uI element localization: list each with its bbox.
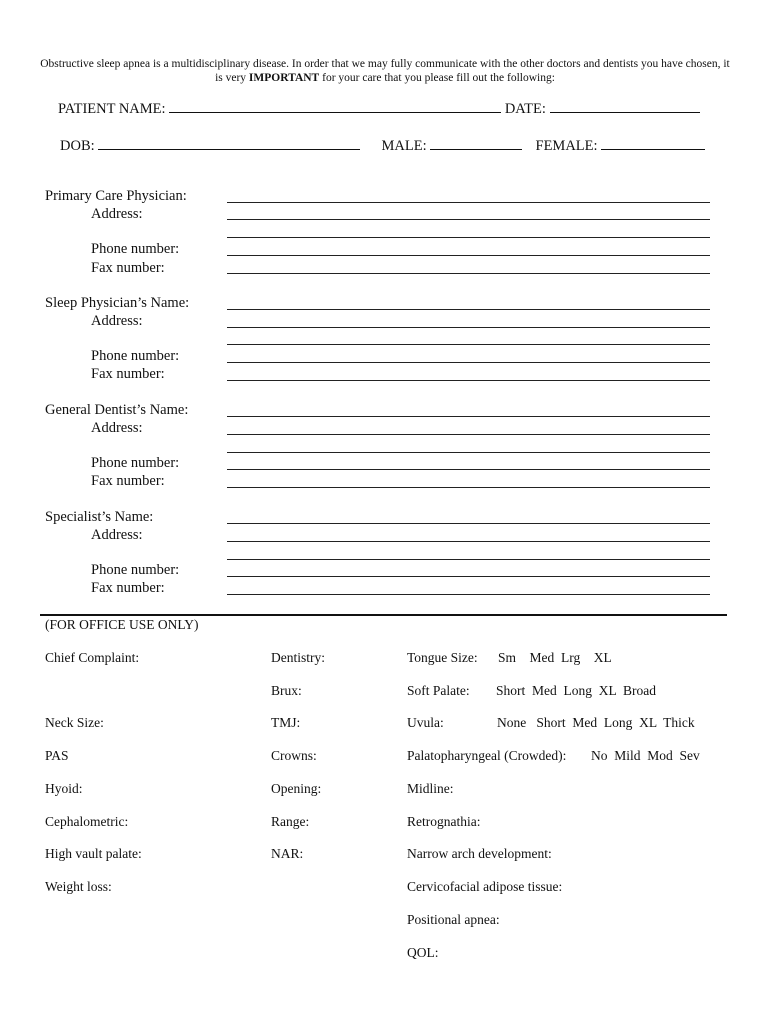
dentistry-label: Dentistry: xyxy=(271,650,325,665)
specialist-title: Specialist’s Name: xyxy=(45,509,154,525)
general-dentist-address-line-2[interactable] xyxy=(227,452,710,453)
primary-care-address-label: Address: xyxy=(91,206,143,222)
general-dentist-fax-label: Fax number: xyxy=(91,473,165,489)
opening-label: Opening: xyxy=(271,781,322,796)
retrognathia-label: Retrognathia: xyxy=(407,814,481,829)
section-divider xyxy=(40,614,727,616)
sleep-physician-fax-line[interactable] xyxy=(227,380,710,381)
specialist-address-line-1[interactable] xyxy=(227,541,710,542)
range-label: Range: xyxy=(271,814,310,829)
primary-care-phone-label: Phone number: xyxy=(91,241,180,257)
primary-care-title: Primary Care Physician: xyxy=(45,188,187,204)
male-field[interactable] xyxy=(430,138,522,150)
intro-text-2: for your care that you please fill out the following: xyxy=(319,72,555,84)
specialist-name-line[interactable] xyxy=(227,523,710,524)
tongue-size-options[interactable]: Sm Med Lrg XL xyxy=(498,650,612,665)
general-dentist-address-label: Address: xyxy=(91,420,143,436)
palatopharyngeal-label: Palatopharyngeal (Crowded): xyxy=(407,748,567,763)
uvula-options[interactable]: None Short Med Long XL Thick xyxy=(497,715,695,730)
sleep-physician-title: Sleep Physician’s Name: xyxy=(45,295,190,311)
sleep-physician-fax-label: Fax number: xyxy=(91,366,165,382)
sleep-physician-name-line[interactable] xyxy=(227,309,710,310)
nar-label: NAR: xyxy=(271,846,304,861)
specialist-address-label: Address: xyxy=(91,527,143,543)
patient-name-label: PATIENT NAME: xyxy=(58,101,166,117)
office-use-heading: (FOR OFFICE USE ONLY) xyxy=(45,617,199,632)
crowns-label: Crowns: xyxy=(271,748,317,763)
hyoid-label: Hyoid: xyxy=(45,781,83,796)
sleep-physician-phone-label: Phone number: xyxy=(91,348,180,364)
primary-care-address-line-2[interactable] xyxy=(227,237,710,238)
primary-care-fax-label: Fax number: xyxy=(91,260,165,276)
female-field[interactable] xyxy=(601,138,705,150)
primary-care-phone-line[interactable] xyxy=(227,255,710,256)
cephalometric-label: Cephalometric: xyxy=(45,814,129,829)
dob-label: DOB: xyxy=(60,138,95,154)
specialist-fax-line[interactable] xyxy=(227,594,710,595)
midline-label: Midline: xyxy=(407,781,454,796)
brux-label: Brux: xyxy=(271,683,302,698)
patient-name-field[interactable] xyxy=(169,101,501,113)
male-label: MALE: xyxy=(381,138,427,154)
qol-label: QOL: xyxy=(407,945,439,960)
general-dentist-address-line-1[interactable] xyxy=(227,434,710,435)
general-dentist-title: General Dentist’s Name: xyxy=(45,402,189,418)
high-vault-palate-label: High vault palate: xyxy=(45,846,142,861)
date-label: DATE: xyxy=(504,101,546,117)
neck-size-label: Neck Size: xyxy=(45,715,104,730)
important-text: IMPORTANT xyxy=(248,72,320,84)
patient-name-row xyxy=(58,101,700,118)
dob-field[interactable] xyxy=(98,138,360,150)
specialist-address-line-2[interactable] xyxy=(227,559,710,560)
general-dentist-phone-label: Phone number: xyxy=(91,455,180,471)
weight-loss-label: Weight loss: xyxy=(45,879,112,894)
female-label: FEMALE: xyxy=(535,138,598,154)
date-field[interactable] xyxy=(550,101,700,113)
sleep-physician-address-line-1[interactable] xyxy=(227,327,710,328)
tongue-size-label: Tongue Size: xyxy=(407,650,478,665)
primary-care-fax-line[interactable] xyxy=(227,273,710,274)
positional-apnea-label: Positional apnea: xyxy=(407,912,500,927)
cervicofacial-label: Cervicofacial adipose tissue: xyxy=(407,879,563,894)
primary-care-address-line-1[interactable] xyxy=(227,219,710,220)
pas-label: PAS xyxy=(45,748,69,763)
intro-text-1: Obstructive sleep apnea is a multidisciplinary disease. In order that we may fully communicate with the other doctors and dentists you have chosen, it is very xyxy=(40,58,730,84)
primary-care-name-line[interactable] xyxy=(227,202,710,203)
specialist-fax-label: Fax number: xyxy=(91,580,165,596)
intro-paragraph xyxy=(40,57,730,85)
dob-row xyxy=(60,138,705,155)
uvula-label: Uvula: xyxy=(407,715,444,730)
general-dentist-name-line[interactable] xyxy=(227,416,710,417)
sleep-physician-phone-line[interactable] xyxy=(227,362,710,363)
general-dentist-phone-line[interactable] xyxy=(227,469,710,470)
tmj-label: TMJ: xyxy=(271,715,301,730)
sleep-physician-address-label: Address: xyxy=(91,313,143,329)
general-dentist-fax-line[interactable] xyxy=(227,487,710,488)
specialist-phone-line[interactable] xyxy=(227,576,710,577)
narrow-arch-label: Narrow arch development: xyxy=(407,846,552,861)
soft-palate-options[interactable]: Short Med Long XL Broad xyxy=(496,683,656,698)
palatopharyngeal-options[interactable]: No Mild Mod Sev xyxy=(591,748,700,763)
chief-complaint-label: Chief Complaint: xyxy=(45,650,140,665)
specialist-phone-label: Phone number: xyxy=(91,562,180,578)
soft-palate-label: Soft Palate: xyxy=(407,683,470,698)
sleep-physician-address-line-2[interactable] xyxy=(227,344,710,345)
